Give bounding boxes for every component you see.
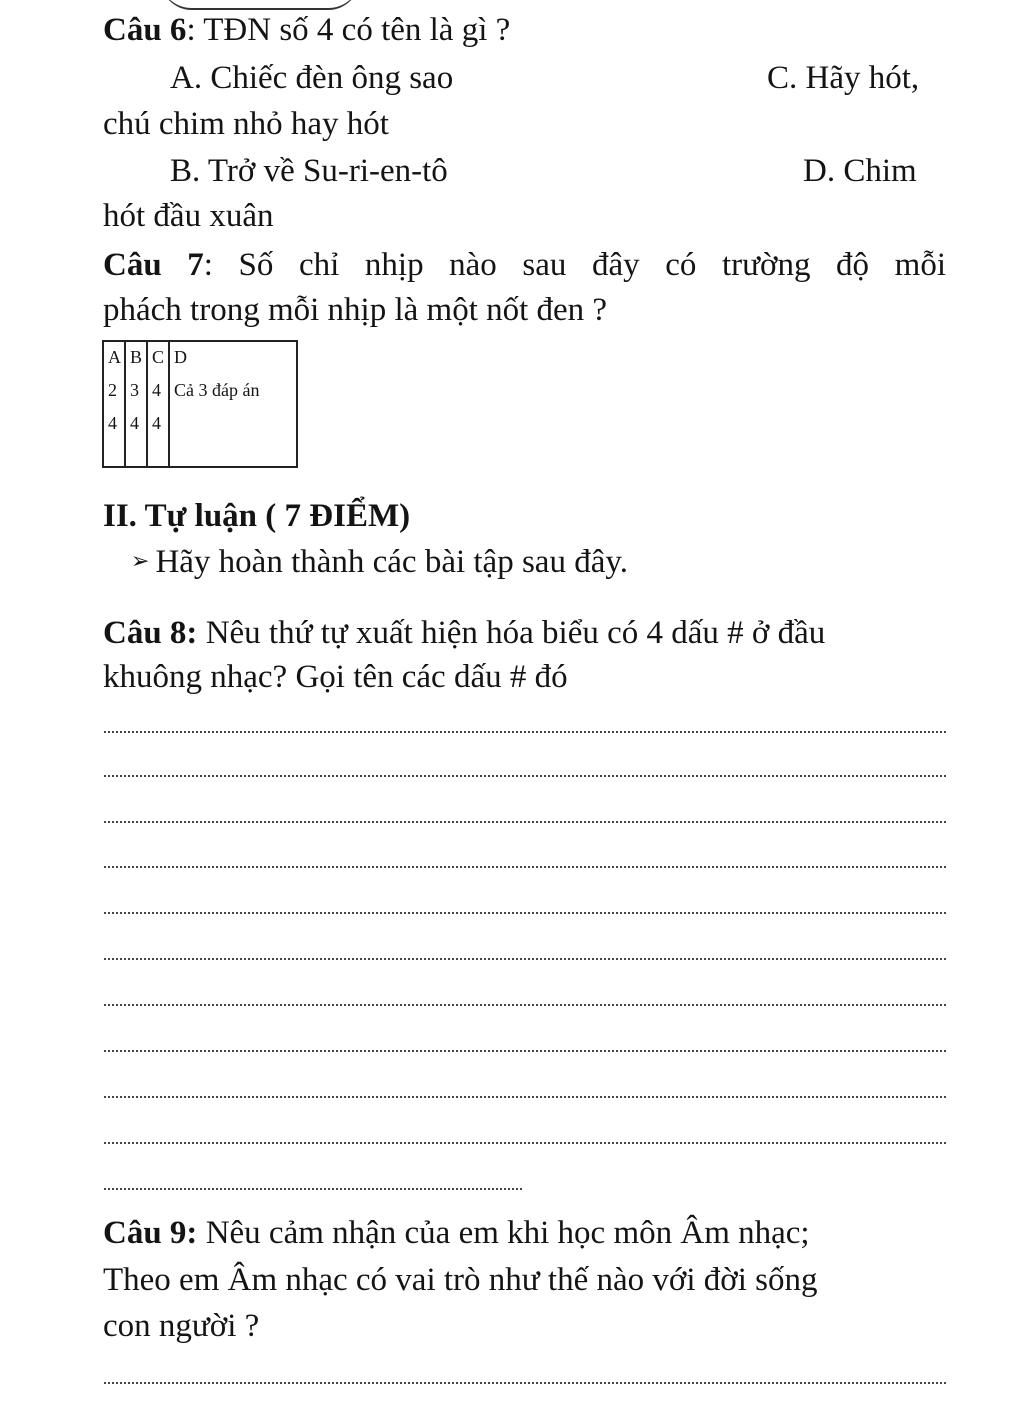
question-8-label: Câu 8: [103,615,198,651]
question-8-text-1: Nêu thứ tự xuất hiện hóa biểu có 4 dấu # ở đầu [197,615,826,651]
question-6 [103,10,510,50]
answer-line[interactable] [104,1096,946,1098]
question-6-label: Câu 6 [103,12,187,48]
table-header-a: A [108,347,121,367]
answer-line[interactable] [104,1142,946,1144]
table-header-b: B [130,347,143,367]
answer-line[interactable] [104,731,946,733]
question-9-text-1: Nêu cảm nhận của em khi học môn Âm nhạc; [197,1215,810,1251]
table-header-c: C [152,347,165,367]
page-top-mark [160,0,360,10]
answer-line[interactable] [104,1382,946,1384]
question-7-text-1: : Số chỉ nhịp nào sau đây có trường độ mỗi [203,247,946,283]
section-2-instruction-row [131,541,628,582]
table-divider [124,342,126,466]
answer-line[interactable] [104,1050,946,1052]
answer-line[interactable] [104,775,946,777]
table-divider [146,342,148,466]
question-7-line-2: phách trong mỗi nhịp là một nốt đen ? [103,292,608,328]
answer-line[interactable] [104,866,946,868]
question-9-line-3: con người ? [103,1308,260,1344]
section-2-title: II. Tự luận ( 7 ĐIỂM) [103,498,411,534]
table-cell-b-top: 3 [130,380,139,400]
table-cell-c-bottom: 4 [152,413,161,433]
question-8-line-2: khuông nhạc? Gọi tên các dấu # đó [103,659,568,695]
table-cell-d-top: Cả 3 đáp án [174,380,260,400]
answer-line[interactable] [104,1004,946,1006]
question-9-line-2: Theo em Âm nhạc có vai trò như thế nào với đời sống [103,1262,818,1298]
answer-table [102,340,298,468]
table-divider [168,342,170,466]
question-6-text: : TĐN số 4 có tên là gì ? [186,12,511,48]
table-cell-a-bottom: 4 [108,413,117,433]
table-cell-c-top: 4 [152,380,161,400]
answer-line[interactable] [104,1188,522,1190]
q6-option-c: C. Hãy hót, [767,60,920,96]
table-header-d: D [174,347,187,367]
q6-option-d: D. Chim [803,153,917,189]
table-cell-a-top: 2 [108,380,117,400]
arrow-bullet-icon: ➢ [131,548,150,573]
question-7-line-1 [103,245,946,285]
question-9-line-1 [103,1213,810,1253]
q6-option-b: B. Trở về Su-ri-en-tô [170,153,448,189]
q6-option-d-continued: hót đầu xuân [103,198,274,234]
q6-option-c-continued: chú chim nhỏ hay hót [103,106,389,142]
question-7-label: Câu 7 [103,247,204,283]
q6-option-a: A. Chiếc đèn ông sao [170,60,454,96]
section-2-instruction: Hãy hoàn thành các bài tập sau đây. [155,544,628,580]
table-cell-b-bottom: 4 [130,413,139,433]
question-8-line-1 [103,613,825,653]
question-9-label: Câu 9: [103,1215,198,1251]
answer-line[interactable] [104,912,946,914]
answer-line[interactable] [104,958,946,960]
answer-line[interactable] [104,821,946,823]
